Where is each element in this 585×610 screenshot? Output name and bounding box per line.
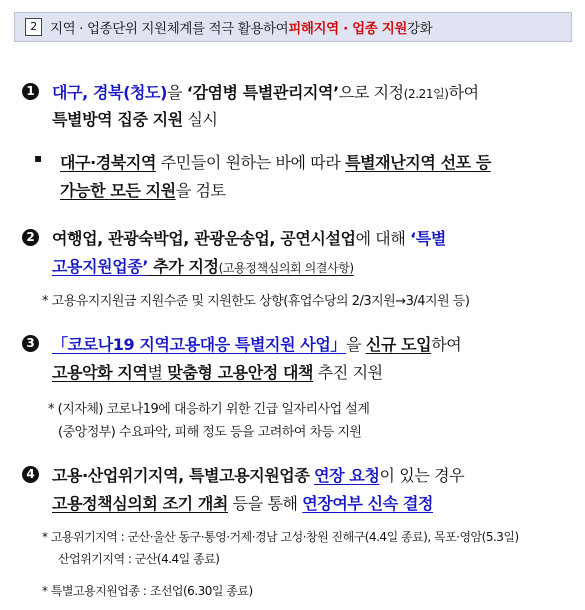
- bullet-1: 1: [22, 83, 39, 100]
- item4-line2: 고용정책심의회 조기 개최 등을 통해 연장여부 신속 결정: [52, 494, 434, 513]
- item4-note2: 산업위기지역 : 군산(4.4일 종료): [58, 552, 220, 566]
- item3-note1: * (지자체) 코로나19에 대응하기 위한 긴급 일자리사업 설계: [48, 402, 370, 417]
- item2-note: * 고용유지지원금 지원수준 및 지원한도 상향(휴업수당의 2/3지원→3/4지원 등): [42, 294, 470, 309]
- item3-line1: 「코로나19 지역고용대응 특별지원 사업」을 신규 도입하여: [52, 335, 462, 354]
- item4-line1: 고용·산업위기지역, 특별고용지원업종 연장 요청이 있는 경우: [52, 466, 465, 485]
- header-highlight: 피해지역 · 업종 지원: [288, 21, 408, 37]
- header-text-c: 강화: [407, 21, 433, 37]
- item4-note3: * 특별고용지원업종 : 조선업(6.30일 종료): [42, 584, 253, 598]
- item4-note1: * 고용위기지역 : 군산·울산 동구·통영·거제·경남 고성·창원 진해구(4.4일 종료), 목포·영암(5.3일): [42, 530, 519, 544]
- section-header: [14, 12, 572, 42]
- bullet-3: 3: [22, 335, 39, 352]
- item1-line2: 특별방역 집중 지원 실시: [52, 110, 218, 129]
- item2-line1: 여행업, 관광숙박업, 관광운송업, 공연시설업에 대해 ‘특별: [52, 229, 446, 248]
- item1-line1: 대구, 경북(청도)을 ‘감염병 특별관리지역’으로 지정(2.21일)하여: [52, 83, 479, 102]
- section-number: 2: [25, 18, 42, 36]
- header-text-a: 지역 · 업종단위 지원체계를 적극 활용하여: [50, 21, 289, 37]
- bullet-4: 4: [22, 466, 39, 483]
- item2-line2: 고용지원업종’ 추가 지정(고용정책심의회 의결사항): [52, 257, 354, 276]
- item1-sub-line2: 가능한 모든 지원을 검토: [60, 181, 226, 200]
- bullet-2: 2: [22, 229, 39, 246]
- item1-sub-line1: 대구·경북지역 주민들이 원하는 바에 따라 특별재난지역 선포 등: [60, 153, 491, 172]
- sub-bullet-marker: ▪: [34, 151, 42, 165]
- item3-note2: (중앙정부) 수요파악, 피해 정도 등을 고려하여 차등 지원: [58, 425, 362, 440]
- item3-line2: 고용악화 지역별 맞춤형 고용안정 대책 추진 지원: [52, 363, 383, 382]
